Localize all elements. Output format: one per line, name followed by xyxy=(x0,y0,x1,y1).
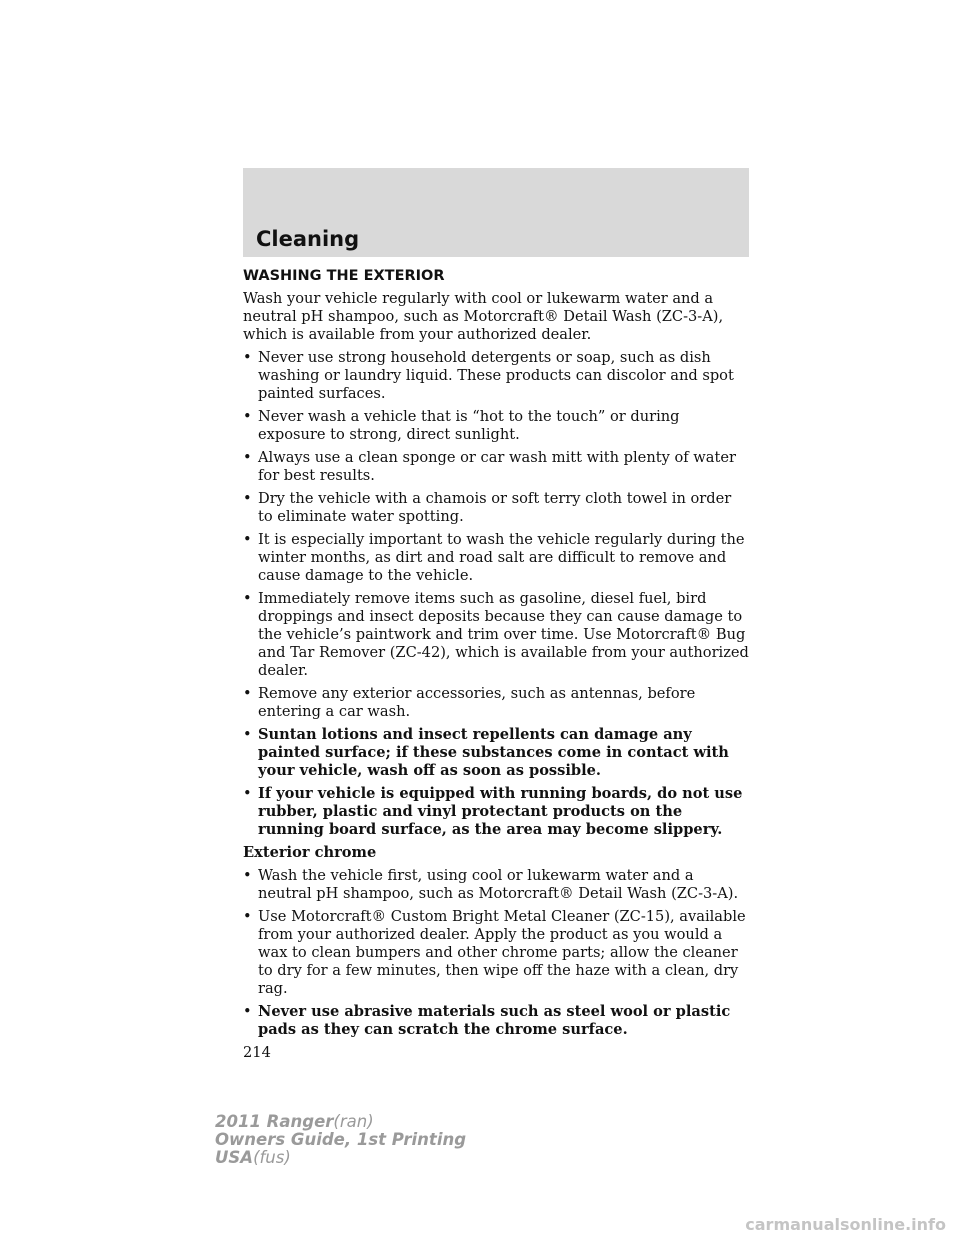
list-item: • Never use strong household detergents or soap, such as dish washing or laundry liquid. These products can discolor and spot painted surfaces. xyxy=(243,349,734,402)
bullet-icon: • xyxy=(243,349,252,366)
washing-tips-list xyxy=(243,349,749,839)
list-item: • Use Motorcraft® Custom Bright Metal Cleaner (ZC-15), available from your authorized dealer. Apply the product as you would a wax to clean bumpers and other chrome parts; allow the cleaner to dry for a few minutes, then wipe off the haze with a clean, dry rag. xyxy=(243,908,746,997)
list-item: • Dry the vehicle with a chamois or soft terry cloth towel in order to eliminate water spotting. xyxy=(243,490,732,525)
bullet-icon: • xyxy=(243,408,252,425)
bullet-icon: • xyxy=(243,1003,252,1020)
bullet-icon: • xyxy=(243,449,252,466)
main-content xyxy=(243,265,749,1062)
footer-line-market: USA(fus) xyxy=(215,1148,291,1167)
page-heading: WASHING THE EXTERIOR xyxy=(243,268,445,284)
print-footer xyxy=(215,1113,466,1167)
bullet-icon: • xyxy=(243,867,252,884)
exterior-chrome-heading: Exterior chrome xyxy=(243,844,377,861)
footer-line-model: 2011 Ranger(ran) xyxy=(215,1112,374,1131)
list-item: • Wash the vehicle first, using cool or lukewarm water and a neutral pH shampoo, such as Motorcraft® Detail Wash (ZC-3-A). xyxy=(243,867,739,902)
section-title: Cleaning xyxy=(256,227,360,251)
chrome-tips-list xyxy=(243,867,749,1039)
list-item: • Always use a clean sponge or car wash mitt with plenty of water for best results. xyxy=(243,449,736,484)
site-watermark: carmanualsonline.info xyxy=(745,1215,946,1234)
bullet-icon: • xyxy=(243,908,252,925)
footer-line-edition: Owners Guide, 1st Printing xyxy=(215,1130,467,1149)
warning-list-item: • Suntan lotions and insect repellents can damage any painted surface; if these substances come in contact with your vehicle, wash off as soon as possible. xyxy=(243,726,729,779)
intro-paragraph: Wash your vehicle regularly with cool or lukewarm water and a neutral pH shampoo, such as Motorcraft® Detail Wash (ZC-3-A), which is available from your authorized dealer. xyxy=(243,290,724,343)
list-item: • Immediately remove items such as gasoline, diesel fuel, bird droppings and insect deposits because they can cause damage to the vehicle’s paintwork and trim over time. Use Motorcraft® Bug and Tar Remover (ZC-42), which is available from your authorized dealer. xyxy=(243,590,749,679)
bullet-icon: • xyxy=(243,685,252,702)
section-header-band xyxy=(243,168,749,257)
bullet-icon: • xyxy=(243,490,252,507)
warning-list-item: • If your vehicle is equipped with running boards, do not use rubber, plastic and vinyl protectant products on the running board surface, as the area may become slippery. xyxy=(243,785,743,838)
bullet-icon: • xyxy=(243,726,252,743)
bullet-icon: • xyxy=(243,531,252,548)
list-item: • Never wash a vehicle that is “hot to the touch” or during exposure to strong, direct sunlight. xyxy=(243,408,680,443)
bullet-icon: • xyxy=(243,785,252,802)
bullet-icon: • xyxy=(243,590,252,607)
page-number: 214 xyxy=(243,1044,271,1061)
warning-list-item: • Never use abrasive materials such as steel wool or plastic pads as they can scratch the chrome surface. xyxy=(243,1003,731,1038)
list-item: • It is especially important to wash the vehicle regularly during the winter months, as dirt and road salt are difficult to remove and cause damage to the vehicle. xyxy=(243,531,745,584)
list-item: • Remove any exterior accessories, such as antennas, before entering a car wash. xyxy=(243,685,696,720)
